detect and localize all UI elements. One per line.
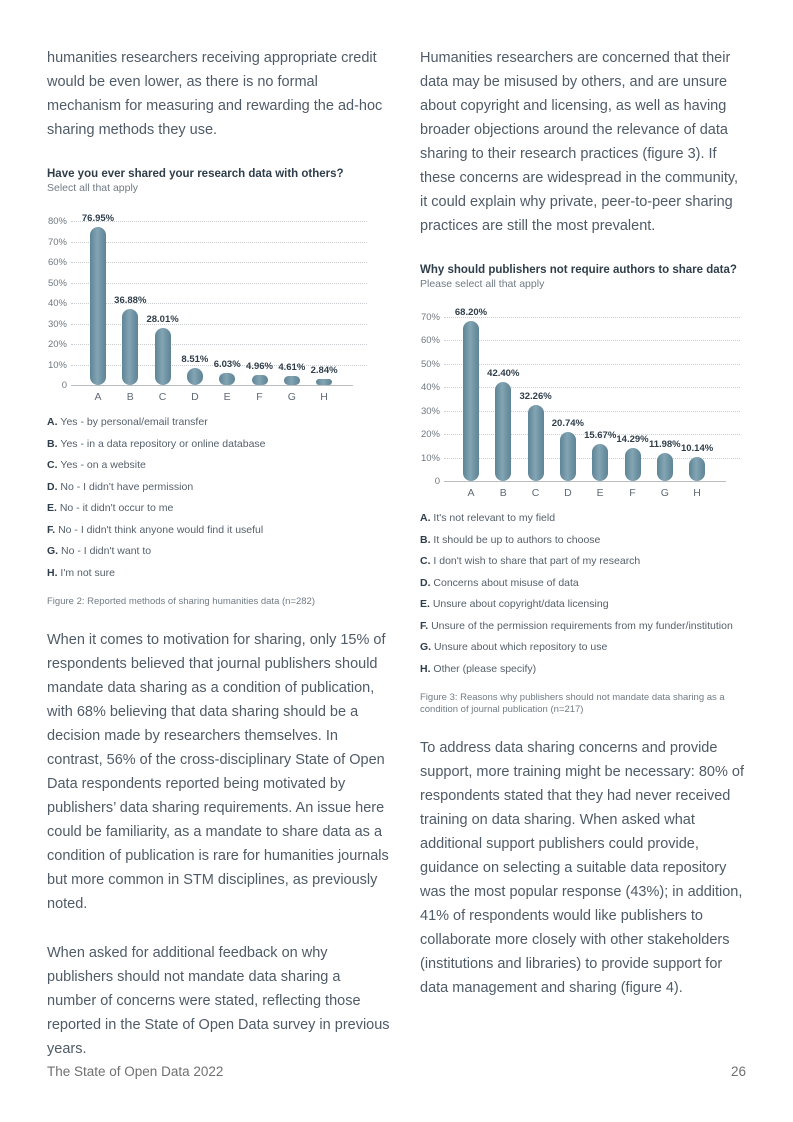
chart-title: Why should publishers not require authors to share data? [420, 264, 737, 276]
legend-key: A. [420, 512, 434, 524]
legend-key: E. [47, 502, 60, 514]
legend-label: Yes - by personal/email transfer [60, 416, 208, 428]
page-footer [47, 1064, 746, 1079]
x-axis-label: E [223, 391, 231, 403]
legend-item [420, 641, 745, 654]
legend-label: Unsure about copyright/data licensing [432, 598, 609, 610]
chart-subtitle: Select all that apply [47, 182, 139, 194]
legend-label: No - I didn't want to [61, 545, 152, 557]
bar-value-label: 15.67% [584, 430, 617, 442]
figure-caption: Figure 3: Reasons why publishers should not mandate data sharing as a condition of journal publication (n=217) [420, 691, 725, 715]
bar-F [252, 375, 268, 385]
x-axis-label: F [256, 391, 263, 403]
x-axis-label: E [596, 487, 604, 499]
legend-key: B. [420, 533, 434, 546]
bar-value-label: 2.84% [310, 365, 338, 377]
x-axis-label: G [660, 487, 669, 499]
bar-value-label: 42.40% [487, 367, 520, 379]
y-axis-label: 40% [47, 298, 67, 309]
bar-value-label: 14.29% [616, 433, 649, 445]
legend-item [47, 481, 392, 494]
bar-E [592, 444, 608, 481]
legend-item [420, 577, 745, 590]
gridline [444, 340, 740, 341]
legend-item [47, 545, 392, 558]
x-axis-label: A [467, 487, 475, 499]
legend-item [47, 524, 392, 537]
legend-key: G. [420, 641, 435, 653]
paragraph: When it comes to motivation for sharing, only 15% of respondents believed that journal publishers should mandate data sharing as a condition of publication, with 68% believing that data sharing should be a decision made by researchers themselves. In contrast, 56% of the cross-disciplinary State of Open Data respondents reported being motivated by publishers’ data sharing requirements. An issue here could be familiarity, as a mandate to share data as a condition of publication is rare for humanities journals but more common in STM disciplines, as previously noted. [47, 631, 389, 912]
bar-value-label: 36.88% [114, 295, 147, 307]
bar-E [219, 373, 235, 385]
legend-key: D. [420, 576, 434, 589]
legend-key: H. [420, 662, 434, 675]
x-axis-label: F [629, 487, 636, 499]
footer-title: The State of Open Data 2022 [47, 1064, 224, 1079]
y-axis-label: 20% [47, 339, 67, 350]
gridline [444, 364, 740, 365]
x-axis-label: C [158, 391, 167, 403]
bar-C [528, 405, 544, 481]
legend-key: C. [47, 459, 61, 471]
gridline [71, 262, 367, 263]
legend-label: I don't wish to share that part of my research [433, 555, 641, 567]
bar-value-label: 32.26% [519, 391, 552, 403]
legend-item [420, 512, 745, 525]
bar-value-label: 6.03% [213, 358, 241, 370]
y-axis-label: 50% [47, 277, 67, 289]
y-axis-label: 40% [420, 382, 440, 394]
bar-value-label: 76.95% [81, 213, 115, 225]
left-column [47, 46, 392, 1086]
gridline [444, 387, 740, 388]
chart-title: Have you ever shared your research data with others? [47, 168, 344, 180]
legend-label: Concerns about misuse of data [433, 576, 579, 589]
y-axis-label: 20% [420, 429, 440, 441]
paragraph: To address data sharing concerns and provide support, more training might be necessary: 80% of respondents stated that they had never received training on data sharing. When asked what additional support publishers could provide, guidance on selecting a suitable data repository was the most popular response (43%); in addition, 41% of respondents would like publishers to collaborate more closely with other stakeholders (institutions and libraries) to provide support for data management and sharing (figure 4). [420, 739, 744, 996]
bar-value-label: 4.96% [246, 360, 273, 372]
x-axis-label: D [191, 391, 199, 403]
bar-value-label: 8.51% [181, 353, 209, 365]
legend-item [420, 663, 745, 676]
x-axis-label: A [94, 391, 102, 403]
legend-key: F. [47, 523, 59, 536]
y-axis-label: 60% [420, 335, 440, 347]
x-axis-label: B [126, 391, 134, 403]
x-axis-label: B [499, 487, 507, 499]
y-axis-label: 0 [434, 476, 440, 487]
legend-key: A. [47, 416, 61, 428]
bar-D [187, 368, 203, 385]
legend-key: C. [420, 555, 434, 567]
bar-value-label: 20.74% [551, 418, 584, 430]
bar-value-label: 68.20% [454, 307, 488, 319]
bar-value-label: 10.14% [680, 443, 714, 455]
x-axis-label: D [564, 487, 572, 499]
gridline [71, 242, 367, 243]
figure2-chart-block [47, 167, 392, 608]
bar-chart [47, 213, 353, 403]
legend-item [420, 555, 745, 568]
x-axis-label: C [531, 487, 540, 499]
legend-item [47, 459, 392, 472]
y-axis-label: 30% [47, 318, 67, 330]
legend-label: Yes - in a data repository or online database [60, 437, 266, 450]
bar-G [657, 453, 673, 481]
page-number: 26 [730, 1064, 746, 1079]
x-axis-label: H [320, 391, 328, 403]
legend-item [47, 416, 392, 429]
legend-label: No - it didn't occur to me [59, 502, 174, 514]
legend-key: E. [420, 598, 433, 610]
legend-item [420, 620, 745, 633]
bar-value-label: 28.01% [146, 313, 179, 325]
legend-label: Other (please specify) [433, 662, 537, 675]
gridline [71, 344, 367, 345]
legend-item [420, 534, 745, 547]
gridline [444, 411, 740, 412]
bar-A [463, 321, 479, 481]
legend-key: B. [47, 437, 61, 450]
y-axis-label: 50% [420, 358, 440, 370]
right-column [420, 46, 745, 1086]
legend-label: Unsure about which repository to use [434, 641, 608, 653]
legend-label: No - I didn't have permission [60, 480, 194, 493]
y-axis-label: 10% [420, 452, 440, 464]
y-axis-label: 30% [420, 405, 440, 417]
y-axis-label: 0 [61, 380, 67, 391]
legend-key: G. [47, 545, 62, 557]
legend-label: No - I didn't think anyone would find it useful [58, 523, 264, 536]
figure3-chart-block [420, 263, 745, 716]
paragraph: Humanities researchers are concerned that their data may be misused by others, and are unsure about copyright and licensing, as well as having broader objections around the relevance of data sharing to their research practices (figure 3). If these concerns are widespread in the community, it could explain why private, peer-to-peer sharing practices are still the most prevalent. [420, 50, 739, 234]
bar-value-label: 11.98% [648, 438, 681, 450]
legend-label: It should be up to authors to choose [433, 533, 601, 546]
bar-H [689, 457, 705, 481]
y-axis-label: 10% [47, 359, 67, 371]
gridline [71, 283, 367, 284]
figure-caption: Figure 2: Reported methods of sharing humanities data (n=282) [47, 595, 316, 607]
bar-G [284, 376, 300, 385]
legend-label: Yes - on a website [60, 459, 146, 471]
legend-item [420, 598, 745, 611]
legend-key: F. [420, 619, 432, 632]
x-axis-label: H [693, 487, 701, 499]
legend-label: Unsure of the permission requirements from my funder/institution [431, 619, 733, 632]
bar-H [316, 379, 332, 385]
y-axis-label: 70% [47, 236, 67, 248]
legend-item [47, 502, 392, 515]
bar-value-label: 4.61% [278, 361, 306, 373]
y-axis-label: 80% [47, 216, 67, 227]
legend-key: H. [47, 566, 61, 579]
paragraph: When asked for additional feedback on why publishers should not mandate data sharing a number of concerns were stated, reflecting those reported in the State of Open Data survey in previous years. [47, 944, 390, 1057]
legend-item [47, 438, 392, 451]
chart-subtitle: Please select all that apply [420, 278, 545, 290]
x-axis-label: G [287, 391, 296, 403]
bar-chart [420, 307, 726, 499]
chart-legend [47, 416, 392, 580]
legend-key: D. [47, 480, 61, 493]
y-axis-label: 60% [47, 257, 67, 268]
chart-legend [420, 512, 745, 676]
legend-label: I'm not sure [60, 566, 115, 579]
bar-F [625, 448, 641, 481]
y-axis-label: 70% [420, 312, 440, 323]
gridline [71, 324, 367, 325]
legend-item [47, 567, 392, 580]
legend-label: It's not relevant to my field [433, 512, 556, 524]
paragraph: humanities researchers receiving appropriate credit would be even lower, as there is no formal mechanism for measuring and rewarding the ad-hoc sharing methods they use. [47, 50, 383, 138]
